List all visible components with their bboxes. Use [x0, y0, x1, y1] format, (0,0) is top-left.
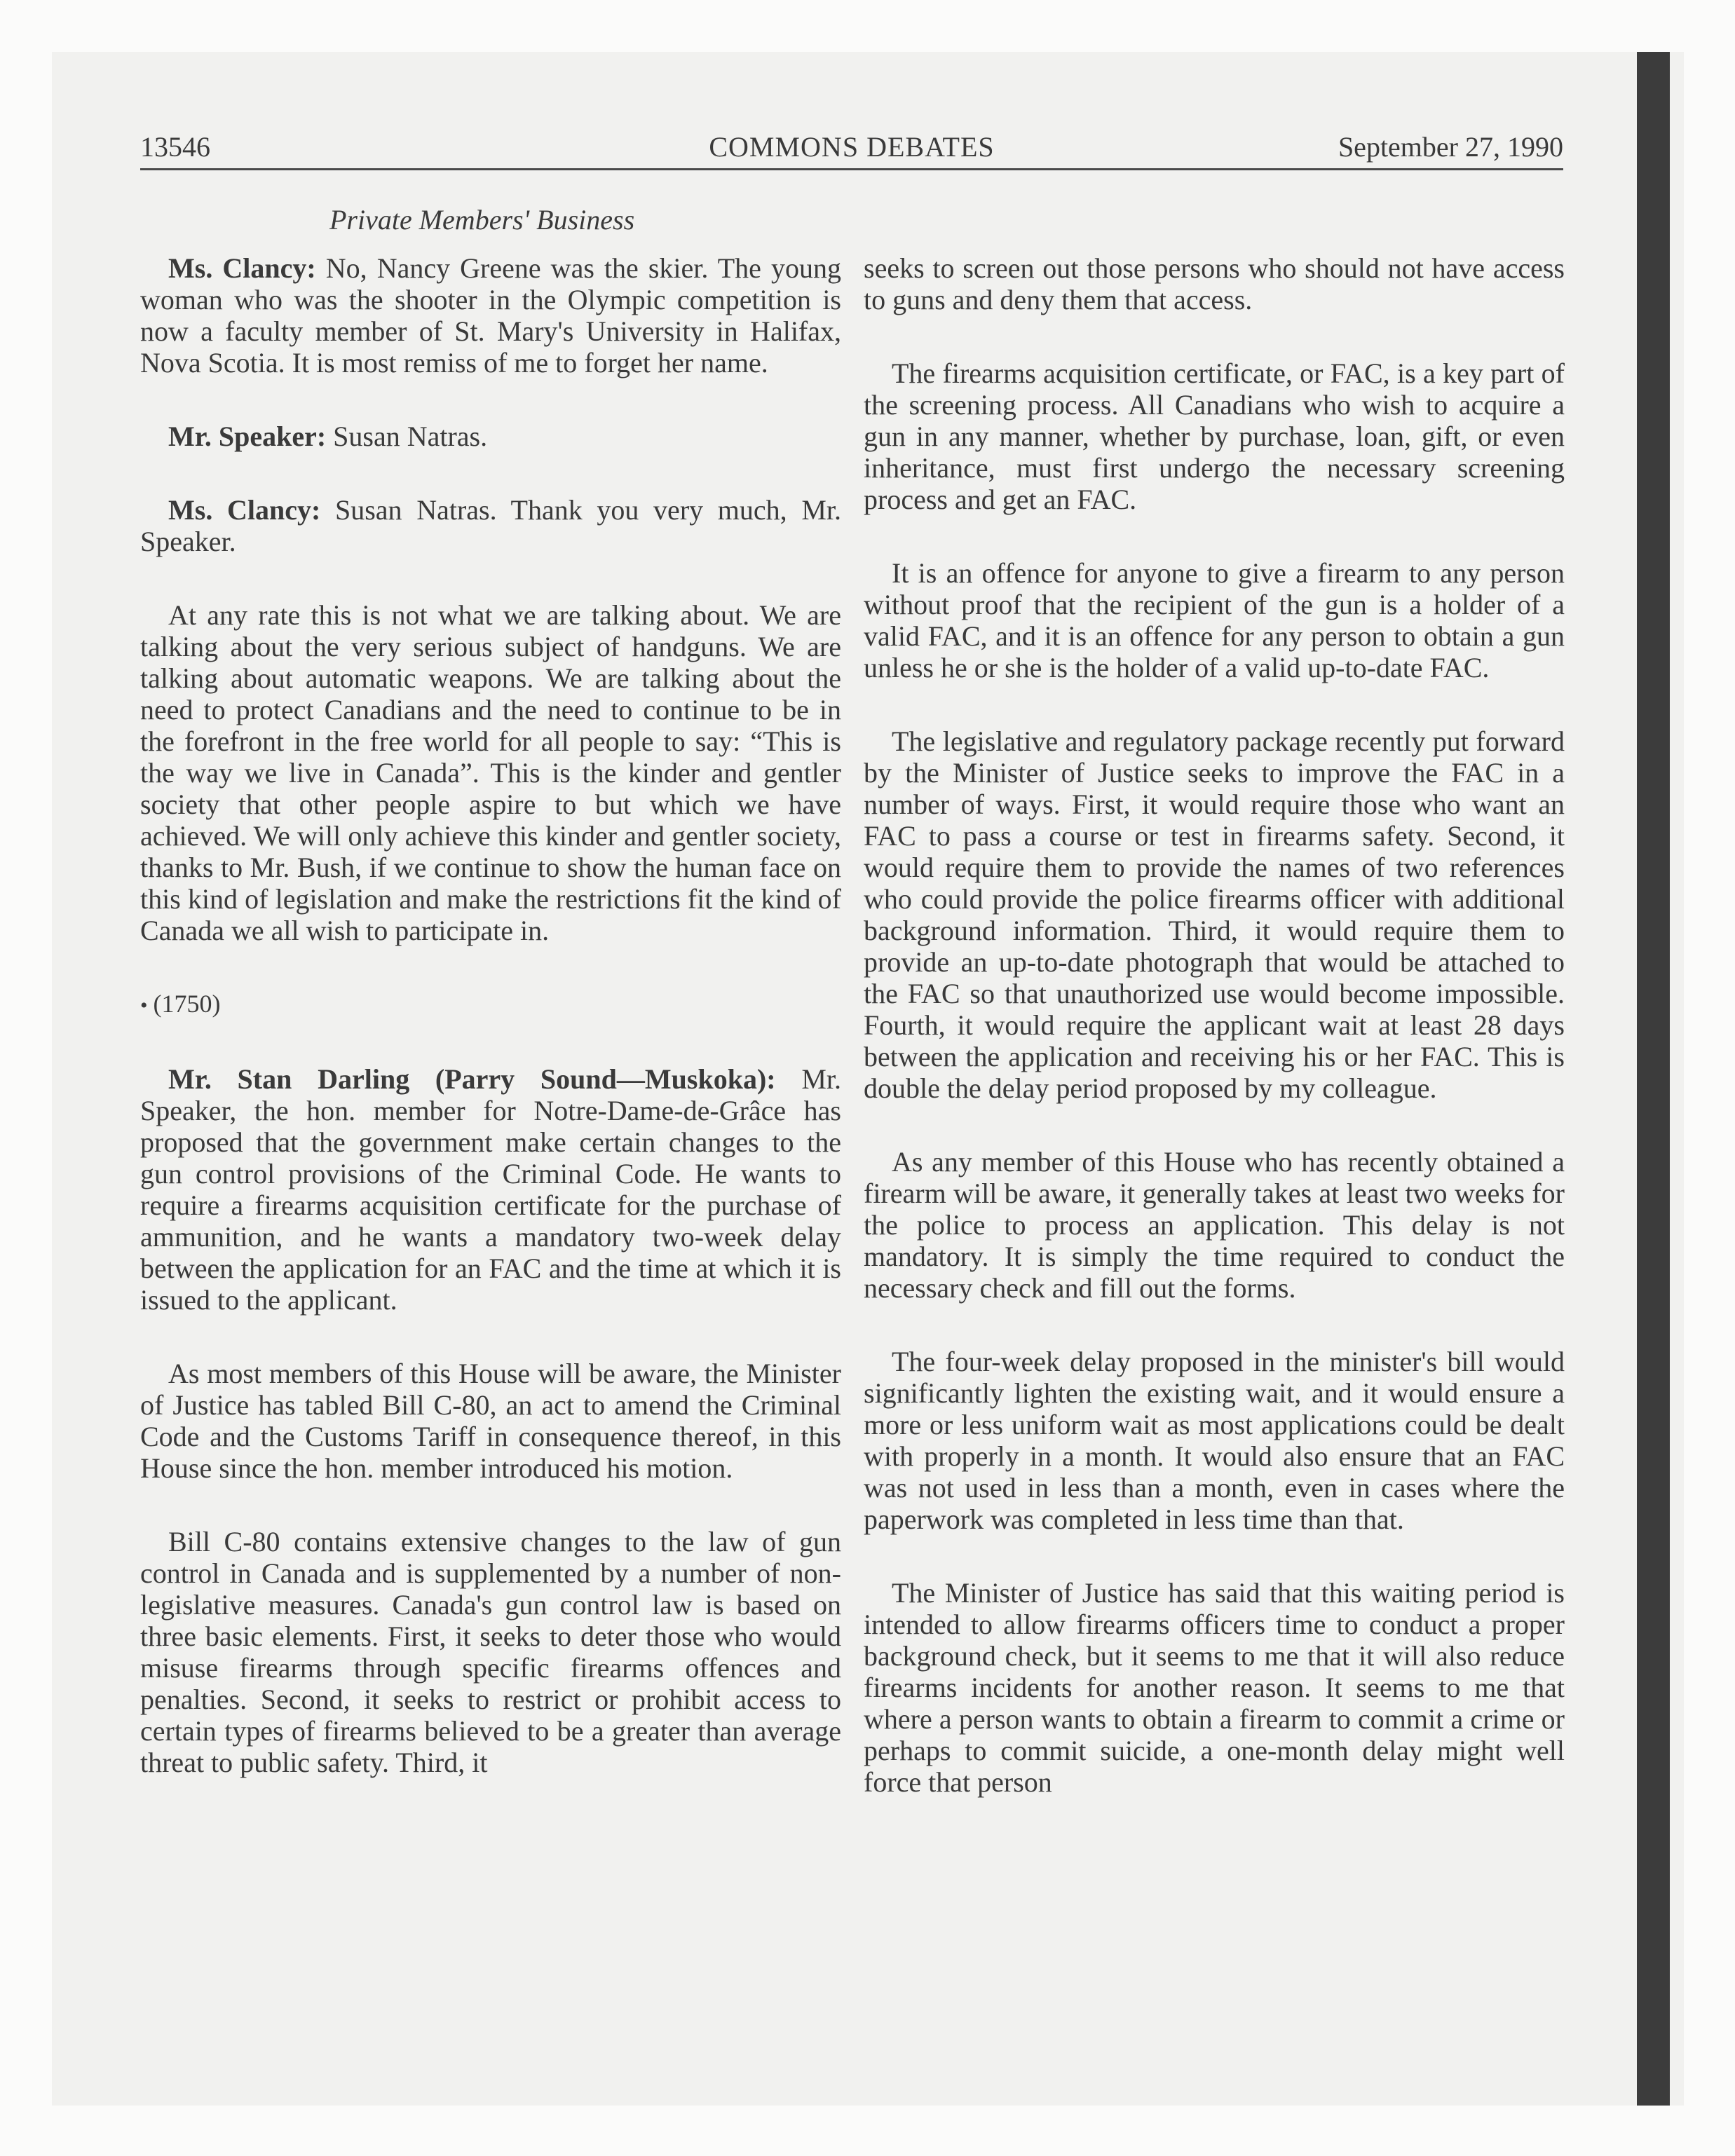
left-column: [140, 252, 841, 1820]
paragraph: As most members of this House will be aware, the Minister of Justice has tabled Bill C-80, an act to amend the Criminal Code and the Customs Tariff in consequence thereof, in this House since the hon. member introduced his motion.: [140, 1358, 841, 1484]
paragraph: seeks to screen out those persons who should not have access to guns and deny them that access.: [864, 252, 1565, 315]
paragraph: Bill C-80 contains extensive changes to the law of gun control in Canada and is supplemented by a number of non-legislative measures. Canada's gun control law is based on three basic elements. First, it seeks to deter those who would misuse firearms through specific firearms offences and penalties. Second, it seeks to restrict or prohibit access to certain types of firearms believed to be a greater than average threat to public safety. Third, it: [140, 1526, 841, 1778]
speaker-name: Mr. Stan Darling (Parry Sound—Muskoka):: [168, 1063, 776, 1095]
paragraph-text: Mr. Speaker, the hon. member for Notre-Dame-de-Grâce has proposed that the government make certain changes to the gun control provisions of the Criminal Code. He wants to require a firearms acquisition certificate for the purchase of ammunition, and he wants a mandatory two-week delay between the application for an FAC and the time at which it is issued to the applicant.: [140, 1063, 841, 1316]
speaker-name: Ms. Clancy:: [168, 494, 321, 526]
paragraph: The firearms acquisition certificate, or FAC, is a key part of the screening process. All Canadians who wish to acquire a gun in any manner, whether by purchase, loan, gift, or even inheritance, must first undergo the necessary screening process and get an FAC.: [864, 357, 1565, 515]
paragraph: [140, 1063, 841, 1316]
speaker-name: Mr. Speaker:: [168, 421, 327, 452]
journal-title: COMMONS DEBATES: [709, 131, 995, 163]
paragraph: [140, 494, 841, 557]
paragraph: The legislative and regulatory package recently put forward by the Minister of Justice seeks to improve the FAC in a number of ways. First, it would require those who want an FAC to pass a course or test in firearms safety. Second, it would require them to provide the names of two references who could provide the police firearms officer with additional background information. Third, it would require them to provide an up-to-date photograph that would be attached to the FAC so that unauthorized use would become impossible. Fourth, it would require the applicant wait at least 28 days between the application and receiving his or her FAC. This is double the delay period proposed by my colleague.: [864, 725, 1565, 1104]
scan-edge: [1637, 52, 1670, 2106]
paragraph: It is an offence for anyone to give a firearm to any person without proof that the recipient of the gun is a holder of a valid FAC, and it is an offence for any person to obtain a gun unless he or she is the holder of a valid up-to-date FAC.: [864, 557, 1565, 683]
paragraph: As any member of this House who has recently obtained a firearm will be aware, it generally takes at least two weeks for the police to process an application. This delay is not mandatory. It is simply the time required to conduct the necessary check and fill out the forms.: [864, 1146, 1565, 1304]
paragraph-text: No, Nancy Greene was the skier. The young woman who was the shooter in the Olympic competition is now a faculty member of St. Mary's University in Halifax, Nova Scotia. It is most remiss of me to forget her name.: [140, 252, 841, 378]
paragraph: The Minister of Justice has said that this waiting period is intended to allow firearms officers time to conduct a proper background check, but it seems to me that it will also reduce firearms incidents for another reason. It seems to me that where a person wants to obtain a firearm to commit a crime or perhaps to commit suicide, a one-month delay might well force that person: [864, 1577, 1565, 1798]
paragraph: [140, 421, 841, 452]
time-stamp: (1750): [153, 990, 221, 1018]
paragraph: At any rate this is not what we are talking about. We are talking about the very serious subject of handguns. We are talking about automatic weapons. We are talking about the need to protect Canadians and the need to continue to be in the forefront in the free world for all people to say: “This is the way we live in Canada”. This is the kinder and gentler society that other people aspire to but which we have achieved. We will only achieve this kinder and gentler society, thanks to Mr. Bush, if we continue to show the human face on this kind of legislation and make the restrictions fit the kind of Canada we all wish to participate in.: [140, 599, 841, 946]
speaker-name: Ms. Clancy:: [168, 252, 316, 284]
paragraph: The four-week delay proposed in the minister's bill would significantly lighten the existing wait, and it would ensure a more or less uniform wait as most applications could be dealt with properly in a month. It would also ensure that an FAC was not used in less than a month, even in cases where the paperwork was completed in less time than that.: [864, 1346, 1565, 1535]
header-date: September 27, 1990: [1338, 131, 1563, 163]
page-number: 13546: [140, 131, 210, 163]
page-header: [140, 125, 1563, 167]
time-marker: [140, 988, 841, 1021]
header-rule: [140, 168, 1563, 170]
right-column: [864, 252, 1565, 1840]
paragraph-text: Susan Natras. Thank you very much, Mr. Speaker.: [140, 494, 842, 557]
paragraph-text: Susan Natras.: [326, 421, 488, 452]
section-heading: Private Members' Business: [329, 204, 635, 236]
bullet-icon: •: [140, 994, 148, 1017]
paragraph: [140, 252, 841, 378]
